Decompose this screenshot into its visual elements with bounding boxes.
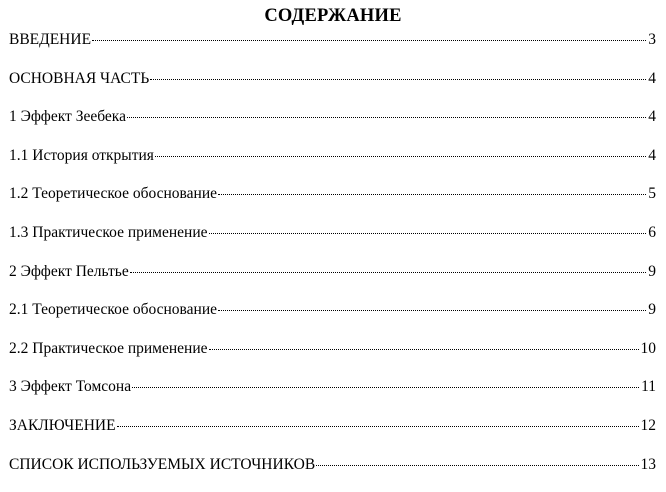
page-title: СОДЕРЖАНИЕ [264, 6, 402, 26]
dot-leader [218, 194, 646, 195]
dot-leader [209, 233, 647, 234]
toc-entry-page-number: 9 [648, 301, 656, 319]
toc-entry-label: 2.2 Практическое применение [9, 339, 208, 357]
toc-entry-page-number: 4 [648, 69, 656, 87]
toc-entry [9, 415, 656, 454]
toc-entry-label: 1 Эффект Зеебека [9, 108, 126, 126]
toc-entry [9, 454, 656, 492]
toc-entry [9, 376, 656, 415]
toc-entry-label: 3 Эффект Томсона [9, 378, 132, 396]
toc-entry-label: СПИСОК ИСПОЛЬЗУЕМЫХ ИСТОЧНИКОВ [9, 455, 316, 473]
dot-leader [218, 310, 646, 311]
toc-list [9, 29, 656, 492]
toc-entry-label: 2 Эффект Пельтье [9, 262, 129, 280]
toc-entry-page-number: 4 [648, 146, 656, 164]
toc-entry-label: 2.1 Теоретическое обоснование [9, 301, 217, 319]
toc-entry-page-number: 4 [648, 108, 656, 126]
dot-leader [316, 465, 638, 466]
toc-entry-page-number: 6 [648, 223, 656, 241]
toc-entry-label: ЗАКЛЮЧЕНИЕ [9, 416, 116, 434]
toc-entry-page-number: 11 [641, 378, 656, 396]
toc-entry-label: 1.1 История открытия [9, 146, 154, 164]
dot-leader [117, 426, 639, 427]
dot-leader [150, 79, 646, 80]
toc-entry [9, 29, 656, 68]
toc-entry-label: ОСНОВНАЯ ЧАСТЬ [9, 69, 150, 87]
dot-leader [127, 117, 646, 118]
toc-entry-label: 1.2 Теоретическое обоснование [9, 185, 217, 203]
dot-leader [132, 387, 639, 388]
toc-entry-label: ВВЕДЕНИЕ [9, 31, 92, 48]
toc-entry-page-number: 5 [648, 185, 656, 203]
toc-entry-page-number: 13 [640, 455, 656, 473]
dot-leader [92, 40, 646, 41]
dot-leader [130, 272, 647, 273]
toc-entry [9, 145, 656, 184]
toc-entry [9, 106, 656, 145]
toc-entry [9, 183, 656, 222]
toc-entry-page-number: 12 [640, 416, 656, 434]
toc-entry [9, 261, 656, 300]
toc-entry [9, 338, 656, 377]
toc-entry-page-number: 9 [648, 262, 656, 280]
toc-entry [9, 222, 656, 261]
toc-entry-page-number: 3 [648, 31, 656, 48]
dot-leader [155, 156, 646, 157]
toc-entry [9, 68, 656, 107]
toc-entry [9, 299, 656, 338]
toc-entry-page-number: 10 [640, 339, 656, 357]
toc-entry-label: 1.3 Практическое применение [9, 223, 208, 241]
dot-leader [209, 349, 639, 350]
